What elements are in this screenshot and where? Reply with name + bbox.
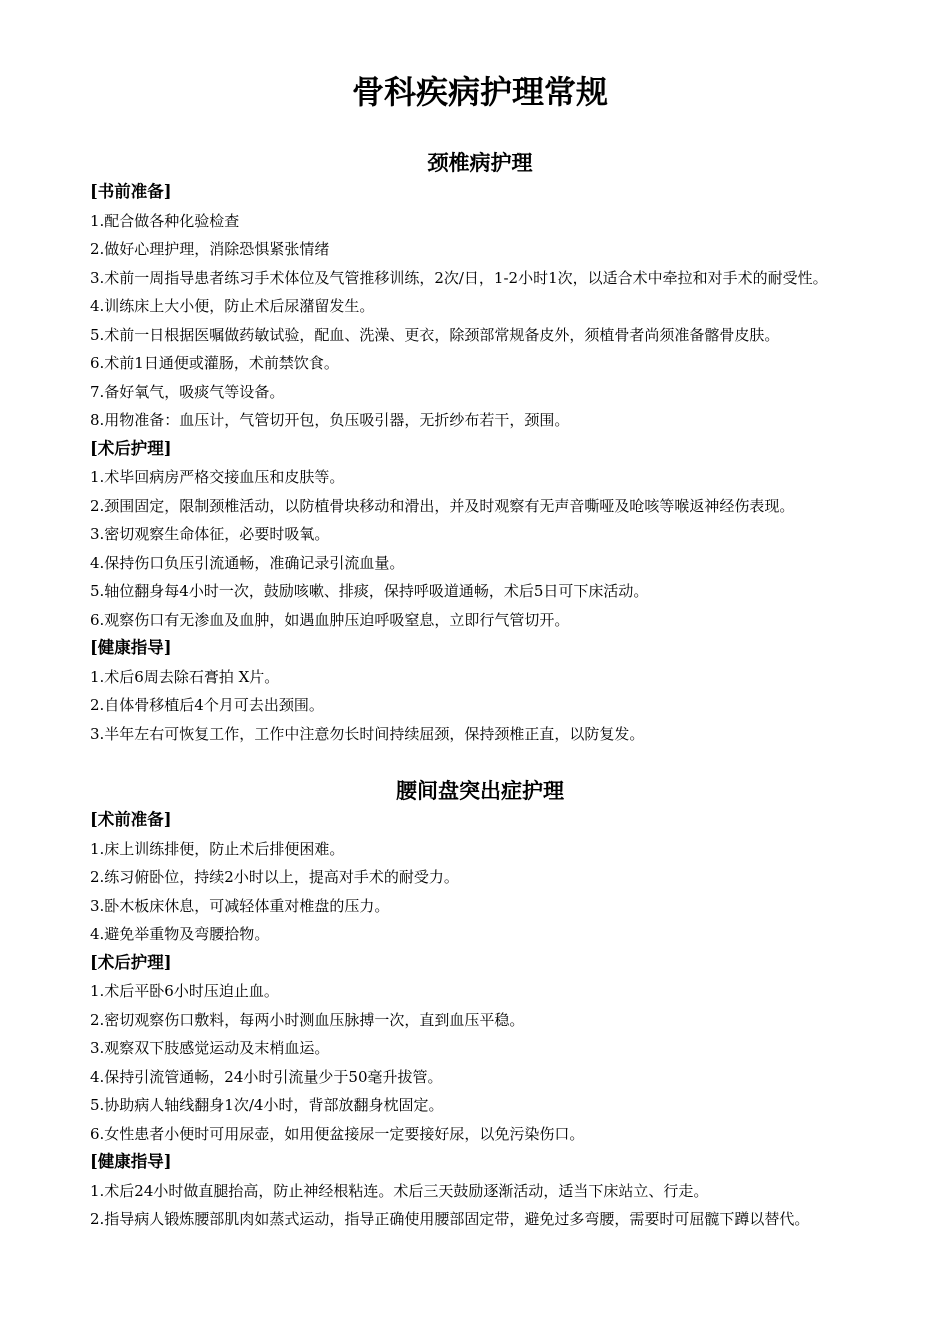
list-item: 4.保持引流管通畅，24小时引流量少于50毫升拔管。: [90, 1067, 443, 1086]
list-item: 2.自体骨移植后4个月可去出颈围。: [90, 696, 324, 714]
list-item: 3.密切观察生命体征，必要时吸氧。: [90, 525, 330, 543]
list-item: 4.避免举重物及弯腰拾物。: [90, 925, 270, 943]
list-item: 3.观察双下肢感觉运动及末梢血运。: [90, 1039, 330, 1057]
group-heading: [健康指导]: [90, 1152, 172, 1171]
group-heading: [书前准备]: [90, 182, 172, 201]
list-item: 5.协助病人轴线翻身1次/4小时，背部放翻身枕固定。: [90, 1096, 444, 1114]
list-item: 1.术毕回病房严格交接血压和皮肤等。: [90, 468, 345, 486]
document-title: 骨科疾病护理常规: [351, 73, 608, 111]
list-item: 7.备好氧气，吸痰气等设备。: [90, 382, 285, 401]
list-item: 3.半年左右可恢复工作，工作中注意勿长时间持续屈颈，保持颈椎正直，以防复发。: [90, 724, 645, 743]
list-item: 3.卧木板床休息，可减轻体重对椎盘的压力。: [90, 896, 390, 915]
list-item: 1.术后6周去除石膏拍 X片。: [90, 667, 280, 686]
group-heading: [健康指导]: [90, 638, 172, 657]
list-item: 2.颈围固定，限制颈椎活动，以防植骨块移动和滑出，并及时观察有无声音嘶哑及呛咳等喉返神经伤表现。: [90, 496, 795, 515]
group-heading: [术前准备]: [90, 810, 172, 829]
list-item: 8.用物准备：血压计，气管切开包，负压吸引器，无折纱布若干，颈围。: [90, 411, 570, 429]
list-item: 4.训练床上大小便，防止术后尿潴留发生。: [90, 297, 375, 315]
group-health-lumbar: [90, 1148, 870, 1234]
list-item: 4.保持伤口负压引流通畅，准确记录引流血量。: [90, 553, 405, 572]
list-item: 2.指导病人锻炼腰部肌肉如蒸式运动，指导正确使用腰部固定带，避免过多弯腰，需要时可屈髋下蹲以替代。: [90, 1210, 810, 1228]
list-item: 5.术前一日根据医嘱做药敏试验，配血、洗澡、更衣，除颈部常规备皮外，须植骨者尚须准备髂骨皮肤。: [90, 325, 780, 344]
list-item: 6.观察伤口有无渗血及血肿，如遇血肿压迫呼吸窒息，立即行气管切开。: [90, 610, 570, 629]
group-postop-lumbar: [90, 949, 870, 1149]
group-heading: [术后护理]: [90, 438, 172, 458]
list-item: 1.术后24小时做直腿抬高，防止神经根粘连。术后三天鼓励逐渐活动，适当下床站立、行走。: [90, 1181, 709, 1200]
section-title-lumbar: 腰间盘突出症护理: [396, 778, 564, 803]
list-item: 6.女性患者小便时可用尿壶，如用便盆接尿一定要接好尿，以免污染伤口。: [90, 1124, 585, 1143]
group-health-cervical: [90, 634, 870, 748]
list-item: 2.做好心理护理，消除恐惧紧张情绪: [90, 240, 330, 258]
section-title-cervical: 颈椎病护理: [427, 150, 533, 175]
group-preop-cervical: [90, 178, 870, 435]
list-item: 3.术前一周指导患者练习手术体位及气管推移训练，2次/日，1-2小时1次，以适合术中牵拉和对手术的耐受性。: [90, 268, 828, 287]
group-postop-cervical: [90, 435, 870, 635]
group-heading: [术后护理]: [90, 952, 172, 972]
list-item: 1.术后平卧6小时压迫止血。: [90, 982, 279, 1000]
list-item: 5.轴位翻身每4小时一次，鼓励咳嗽、排痰，保持呼吸道通畅，术后5日可下床活动。: [90, 582, 649, 600]
list-item: 1.配合做各种化验检查: [90, 211, 240, 230]
list-item: 2.密切观察伤口敷料，每两小时测血压脉搏一次，直到血压平稳。: [90, 1010, 525, 1029]
list-item: 2.练习俯卧位，持续2小时以上，提高对手术的耐受力。: [90, 868, 459, 886]
list-item: 1.床上训练排便，防止术后排便困难。: [90, 839, 345, 858]
list-item: 6.术前1日通便或灌肠，术前禁饮食。: [90, 354, 339, 372]
group-preop-lumbar: [90, 806, 870, 949]
